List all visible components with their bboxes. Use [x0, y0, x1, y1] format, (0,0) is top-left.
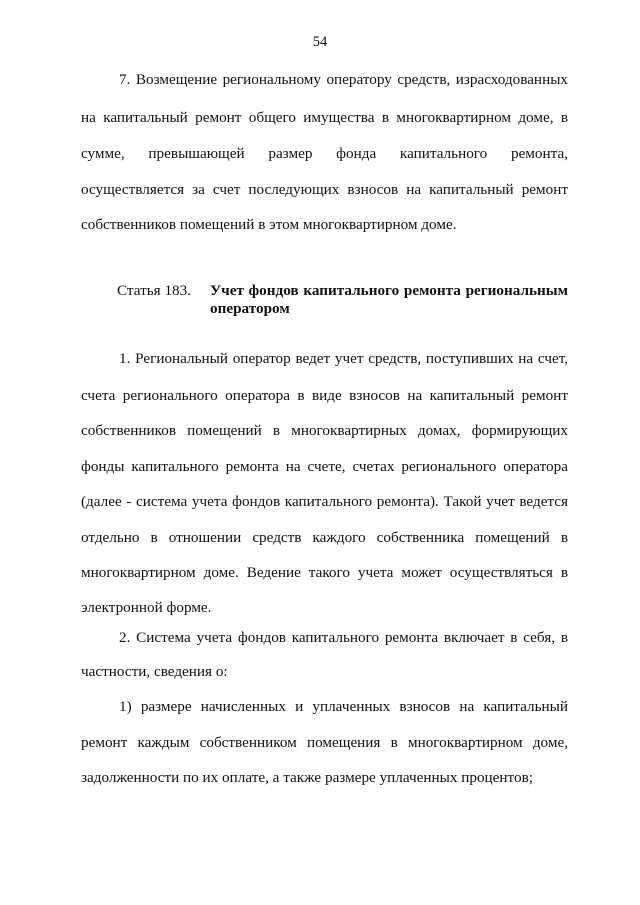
paragraph-line: 1. Региональный оператор ведет учет средств, поступивших на счет, — [119, 350, 568, 367]
article-title-line: оператором — [210, 300, 290, 317]
page-number: 54 — [312, 34, 328, 50]
paragraph-line: собственников помещений в этом многоквартирном доме. — [81, 216, 457, 233]
paragraph-line: многоквартирном доме. Ведение такого учета может осуществляться в — [81, 564, 568, 581]
paragraph-line: осуществляется за счет последующих взносов на капитальный ремонт — [81, 181, 568, 198]
paragraph-line: фонды капитального ремонта на счете, счетах регионального оператора — [81, 458, 568, 475]
paragraph-line: отдельно в отношении средств каждого собственника помещений в — [81, 529, 568, 546]
paragraph-line: на капитальный ремонт общего имущества в многоквартирном доме, в — [81, 109, 568, 126]
paragraph-line: собственников помещений в многоквартирных домах, формирующих — [81, 422, 568, 439]
paragraph-line: 1) размере начисленных и уплаченных взносов на капитальный — [119, 698, 568, 715]
article-title-line: Учет фондов капитального ремонта региональным — [210, 282, 568, 299]
paragraph-line: 7. Возмещение региональному оператору средств, израсходованных — [119, 71, 568, 88]
paragraph-line: сумме, превышающей размер фонда капитального ремонта, — [81, 145, 568, 162]
paragraph-line: задолженности по их оплате, а также размере уплаченных процентов; — [81, 769, 533, 786]
paragraph-line: ремонт каждым собственником помещения в многоквартирном доме, — [81, 734, 568, 751]
paragraph-line: (далее - система учета фондов капитального ремонта). Такой учет ведется — [81, 493, 568, 510]
paragraph-line: частности, сведения о: — [81, 663, 228, 680]
paragraph-line: счета регионального оператора в виде взносов на капитальный ремонт — [81, 387, 568, 404]
paragraph-line: электронной форме. — [81, 599, 212, 616]
article-label: Статья 183. — [117, 282, 192, 299]
paragraph-line: 2. Система учета фондов капитального ремонта включает в себя, в — [119, 629, 568, 646]
